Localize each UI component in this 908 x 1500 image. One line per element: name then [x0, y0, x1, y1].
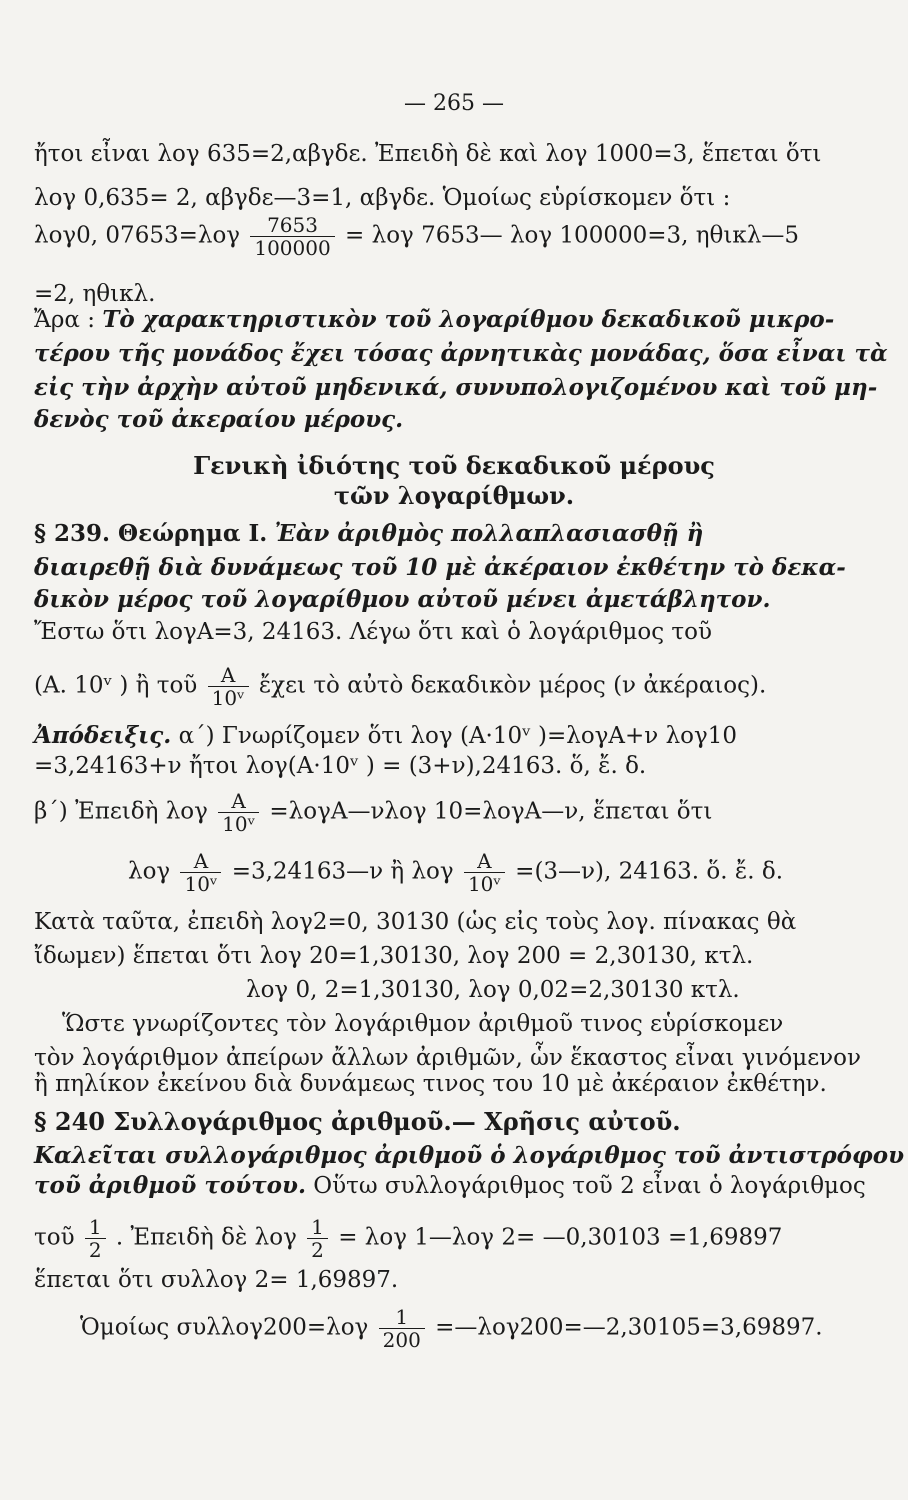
text-line: ἢ πηλίκον ἐκείνου διὰ δυνάμεως τινος του 10 μὲ ἀκέραιον ἐκθέτην. [34, 1071, 827, 1097]
equation-prefix: τοῦ [34, 1224, 75, 1251]
denominator: 2 [311, 1238, 324, 1262]
fraction [250, 214, 334, 259]
text-line [34, 306, 874, 334]
equation-prefix: β΄) Ἐπειδὴ λογ [34, 798, 208, 825]
equation-middle: . Ἐπειδὴ δὲ λογ [115, 1224, 297, 1251]
italic-line: δικὸν μέρος τοῦ λογαρίθμου αὐτοῦ μένει ἀμετάβλητον. [34, 586, 771, 613]
section-heading: τῶν λογαρίθμων. [333, 481, 575, 510]
section-heading: Γενικὴ ἰδιότης τοῦ δεκαδικοῦ μέρους [193, 451, 715, 480]
equation-suffix: ἔχει τὸ αὐτὸ δεκαδικὸν μέρος (ν ἀκέραιος). [258, 672, 767, 699]
equation-prefix: Ὁμοίως συλλογ200=λογ [80, 1314, 369, 1341]
equation-middle: =3,24163—ν ἢ λογ [231, 858, 454, 885]
equation-line [34, 790, 874, 835]
equation-prefix: λογ0, 07653=λογ [34, 222, 241, 249]
italic-statement: Ἐὰν ἀριθμὸς πολλαπλασιασθῇ ἢ [274, 520, 704, 547]
italic-line: δενὸς τοῦ ἀκεραίου μέρους. [34, 406, 404, 433]
fraction [307, 1216, 328, 1261]
proof-label: Ἀπόδειξις. [34, 722, 172, 749]
text-line: τὸν λογάριθμον ἀπείρων ἄλλων ἀριθμῶν, ὧν ἕκαστος εἶναι γινόμενον [34, 1045, 861, 1071]
denominator: 100000 [254, 236, 331, 260]
equation-prefix: λογ [128, 858, 171, 885]
text-line: λογ 0, 2=1,30130, λογ 0,02=2,30130 κτλ. [246, 977, 740, 1003]
denominator: 2 [88, 1238, 102, 1262]
equation-line [80, 1306, 874, 1351]
proof-text: α΄) Γνωρίζομεν ὅτι λογ (Α·10ᵛ )=λογΑ+ν λογ10 [178, 723, 738, 749]
section-number: § 239. Θεώρημα I. [34, 520, 268, 547]
page-number: — 265 — [404, 91, 504, 116]
fraction [218, 790, 259, 835]
italic-line: διαιρεθῇ διὰ δυνάμεως τοῦ 10 μὲ ἀκέραιον ἐκθέτην τὸ δεκα- [34, 554, 846, 581]
fraction [464, 850, 505, 895]
numerator: 7653 [250, 214, 334, 237]
equation-suffix: = λογ 7653— λογ 100000=3, ηθικλ—5 [345, 222, 799, 249]
numerator: 1 [307, 1216, 328, 1239]
text-line: ἤτοι εἶναι λογ 635=2,αβγδε. Ἐπειδὴ δὲ καὶ λογ 1000=3, ἕπεται ὅτι [34, 141, 822, 167]
numerator: 1 [379, 1306, 425, 1329]
section-heading: § 240 Συλλογάριθμος ἀριθμοῦ.— Χρῆσις αὐτοῦ. [34, 1107, 681, 1136]
equation-line [34, 664, 874, 709]
equation-line [34, 1216, 874, 1261]
numerator: 1 [85, 1216, 106, 1239]
plain-text: Οὕτω συλλογάριθμος τοῦ 2 εἶναι ὁ λογάριθμος [313, 1173, 866, 1199]
text-line: λογ 0,635= 2, αβγδε—3=1, αβγδε. Ὁμοίως εὑρίσκομεν ὅτι : [34, 185, 731, 211]
fraction [85, 1216, 106, 1261]
text-line: Ἔστω ὅτι λογΑ=3, 24163. Λέγω ὅτι καὶ ὁ λογάριθμος τοῦ [34, 619, 712, 645]
fraction [208, 664, 249, 709]
text-line: ἴδωμεν) ἕπεται ὅτι λογ 20=1,30130, λογ 200 = 2,30130, κτλ. [34, 943, 754, 969]
italic-statement: Τὸ χαρακτηριστικὸν τοῦ λογαρίθμου δεκαδικοῦ μικρο- [102, 306, 835, 333]
numerator: Α [218, 790, 259, 813]
italic-line: τέρου τῆς μονάδος ἔχει τόσας ἀρνητικὰς μονάδας, ὅσα εἶναι τὰ [34, 340, 888, 367]
text-line: =2, ηθικλ. [34, 281, 156, 307]
denominator: 10ᵛ [222, 812, 256, 836]
equation-prefix: (Α. 10ᵛ ) ἢ τοῦ [34, 672, 198, 699]
denominator: 10ᵛ [211, 686, 245, 710]
numerator: Α [208, 664, 249, 687]
italic-statement: τοῦ ἀριθμοῦ τούτου. [34, 1172, 306, 1199]
fraction [379, 1306, 425, 1351]
denominator: 10ᵛ [467, 872, 501, 896]
text-line: ἕπεται ὅτι συλλογ 2= 1,69897. [34, 1267, 399, 1293]
equation-suffix: =(3—ν), 24163. ὅ. ἔ. δ. [515, 858, 784, 885]
equation-line [34, 214, 874, 259]
numerator: Α [180, 850, 221, 873]
text-line: =3,24163+ν ἤτοι λογ(Α·10ᵛ ) = (3+ν),24163. ὅ, ἔ. δ. [34, 753, 647, 779]
equation-suffix: =—λογ200=—2,30105=3,69897. [435, 1314, 823, 1341]
text-line [34, 722, 874, 750]
equation-line [128, 850, 874, 895]
text-line [34, 1172, 874, 1200]
equation-suffix: = λογ 1—λογ 2= —0,30103 =1,69897 [338, 1224, 783, 1251]
fraction [180, 850, 221, 895]
text-line: Ὥστε γνωρίζοντες τὸν λογάριθμον ἀριθμοῦ τινος εὑρίσκομεν [62, 1011, 784, 1037]
lead-word: Ἄρα : [34, 307, 95, 333]
denominator: 200 [382, 1328, 421, 1352]
denominator: 10ᵛ [184, 872, 218, 896]
theorem-line [34, 520, 874, 548]
italic-line: Καλεῖται συλλογάριθμος ἀριθμοῦ ὁ λογάριθμος τοῦ ἀντιστρόφου [34, 1142, 905, 1169]
numerator: Α [464, 850, 505, 873]
equation-suffix: =λογΑ—νλογ 10=λογΑ—ν, ἕπεται ὅτι [269, 798, 713, 825]
italic-line: εἰς τὴν ἀρχὴν αὐτοῦ μηδενικά, συνυπολογιζομένου καὶ τοῦ μη- [34, 374, 878, 401]
text-line: Κατὰ ταῦτα, ἐπειδὴ λογ2=0, 30130 (ὡς εἰς τοὺς λογ. πίνακας θὰ [34, 909, 797, 935]
